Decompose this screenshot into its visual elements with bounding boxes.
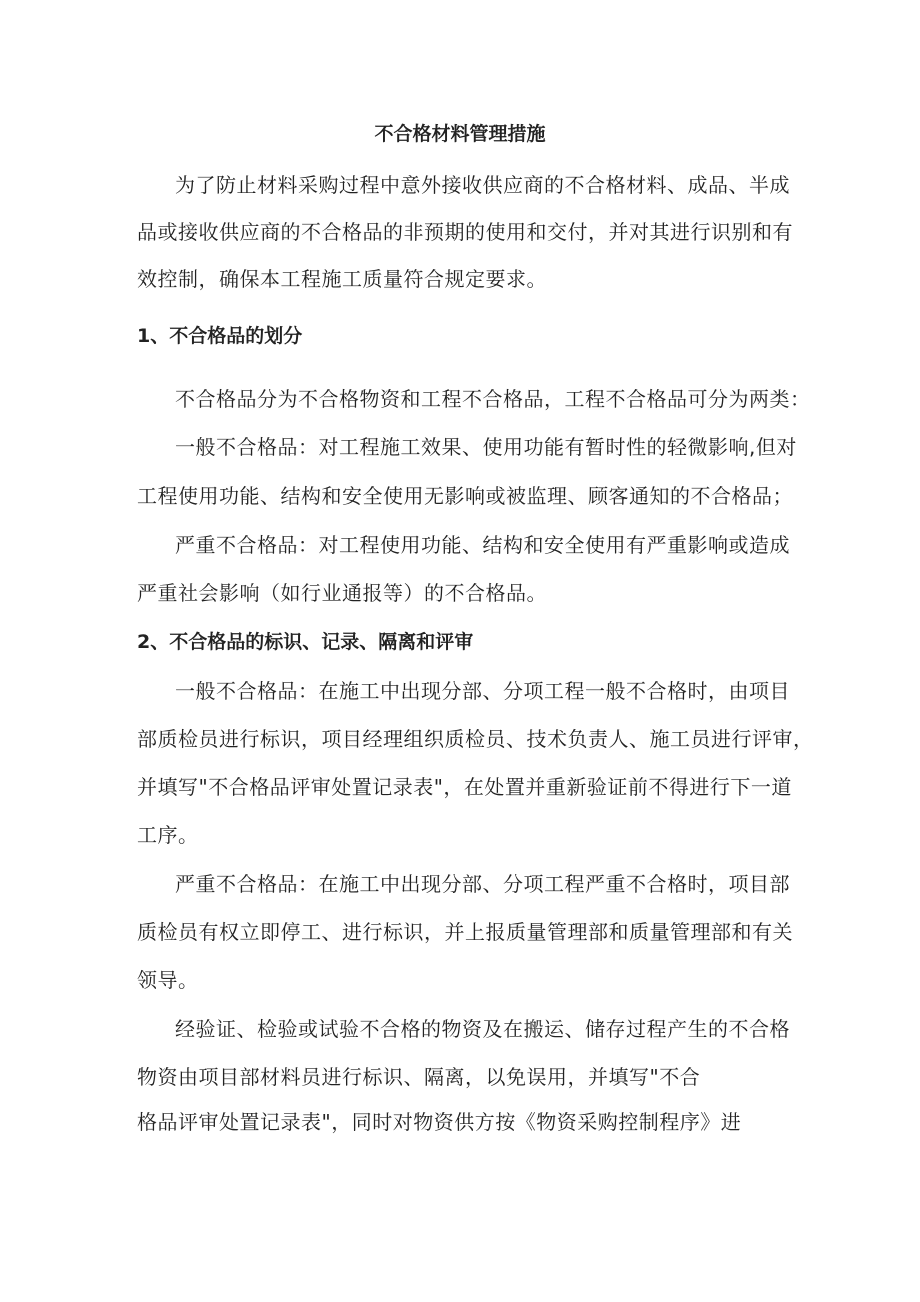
- paragraph-line: 格品评审处置记录表"，同时对物资供方按《物资采购控制程序》进: [137, 1110, 742, 1134]
- paragraph-line: 工序。: [137, 823, 199, 847]
- section-heading: 1、不合格品的划分: [137, 325, 303, 347]
- paragraph-line: 严重不合格品：对工程使用功能、结构和安全使用有严重影响或造成: [175, 533, 790, 557]
- paragraph-line: 严重不合格品：在施工中出现分部、分项工程严重不合格时，项目部: [175, 872, 790, 896]
- section-heading: 2、不合格品的标识、记录、隔离和评审: [137, 631, 474, 653]
- paragraph-line: 领导。: [137, 968, 199, 992]
- paragraph-line: 经验证、检验或试验不合格的物资及在搬运、储存过程产生的不合格: [175, 1017, 790, 1041]
- paragraph-line: 一般不合格品：在施工中出现分部、分项工程一般不合格时，由项目: [175, 679, 790, 703]
- paragraph-line: 不合格品分为不合格物资和工程不合格品，工程不合格品可分为两类：: [175, 387, 811, 411]
- intro-line: 为了防止材料采购过程中意外接收供应商的不合格材料、成品、半成: [175, 173, 790, 197]
- intro-line: 效控制，确保本工程施工质量符合规定要求。: [137, 267, 547, 291]
- page-title: 不合格材料管理措施: [374, 123, 546, 145]
- paragraph-line: 部质检员进行标识，项目经理组织质检员、技术负责人、施工员进行评审，: [137, 727, 814, 751]
- paragraph-line: 一般不合格品：对工程施工效果、使用功能有暂时性的轻微影响,但对: [175, 435, 797, 459]
- paragraph-line: 并填写"不合格品评审处置记录表"，在处置并重新验证前不得进行下一道: [137, 775, 792, 799]
- intro-line: 品或接收供应商的不合格品的非预期的使用和交付，并对其进行识别和有: [137, 220, 793, 244]
- paragraph-line: 质检员有权立即停工、进行标识，并上报质量管理部和质量管理部和有关: [137, 920, 793, 944]
- paragraph-line: 物资由项目部材料员进行标识、隔离，以免误用，并填写"不合: [137, 1065, 701, 1089]
- paragraph-line: 严重社会影响（如行业通报等）的不合格品。: [137, 581, 547, 605]
- paragraph-line: 工程使用功能、结构和安全使用无影响或被监理、顾客通知的不合格品；: [137, 484, 793, 508]
